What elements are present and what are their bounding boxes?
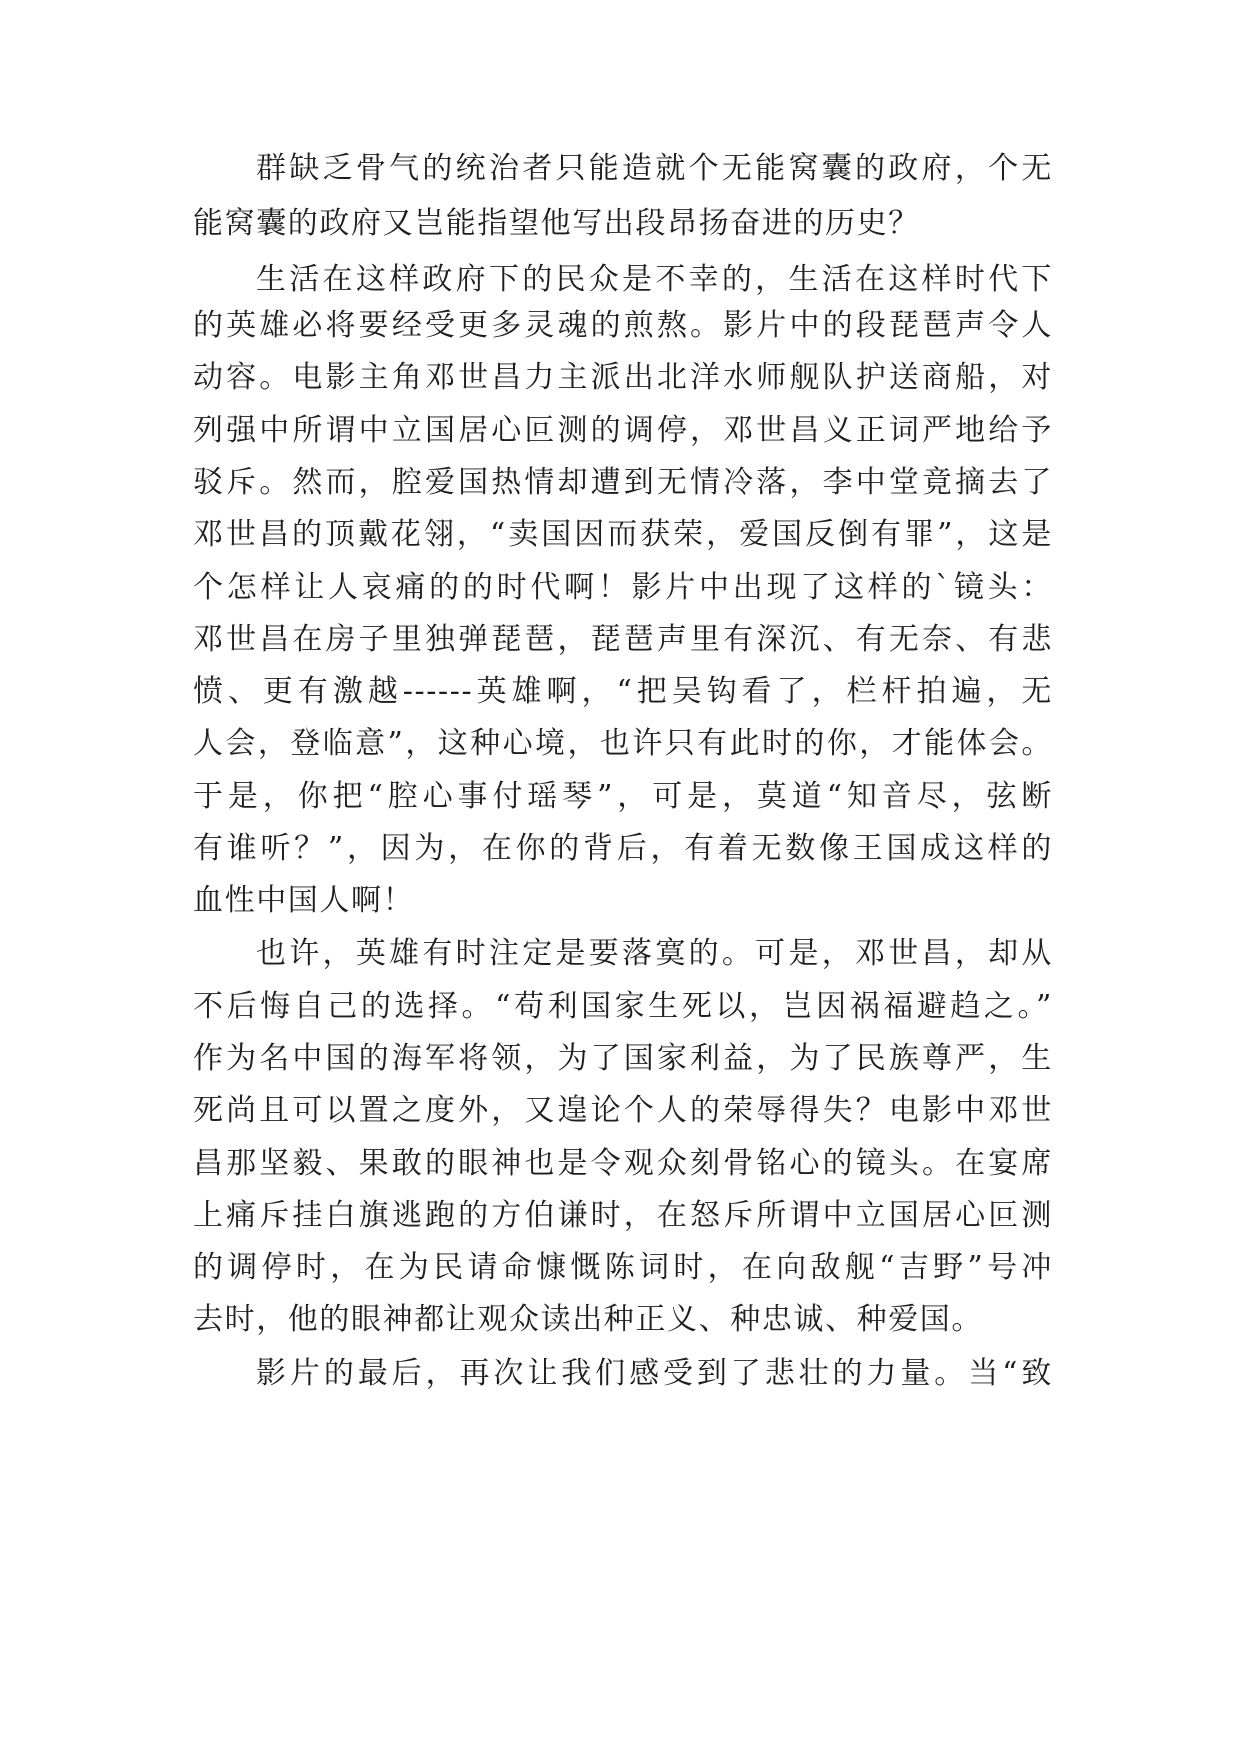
text-line: 驳斥。然而，腔爱国热情却遭到无情冷落，李中堂竟摘去了: [193, 465, 1053, 500]
text-line: 邓世昌的顶戴花翎，“卖国因而获荣，爱国反倒有罪”，这是: [193, 517, 1053, 552]
text-line: 影片的最后，再次让我们感受到了悲壮的力量。当“致: [256, 1356, 1053, 1391]
text-line: 个怎样让人哀痛的的时代啊！影片中出现了这样的`镜头：: [193, 570, 1053, 605]
text-line: 死尚且可以置之度外，又遑论个人的荣辱得失？电影中邓世: [193, 1093, 1053, 1128]
text-line: 上痛斥挂白旗逃跑的方伯谦时，在怒斥所谓中立国居心叵测: [193, 1198, 1053, 1233]
text-line: 人会，登临意”，这种心境，也许只有此时的你，才能体会。: [193, 726, 1053, 761]
text-line: 昌那坚毅、果敢的眼神也是令观众刻骨铭心的镜头。在宴席: [193, 1146, 1053, 1181]
text-line: 的英雄必将要经受更多灵魂的煎熬。影片中的段琵琶声令人: [193, 308, 1053, 343]
text-line: 于是，你把“腔心事付瑶琴”，可是，莫道“知音尽，弦断: [193, 779, 1053, 814]
text-line: 能窝囊的政府又岂能指望他写出段昂扬奋进的历史？: [193, 206, 920, 241]
text-line: 血性中国人啊！: [193, 883, 415, 918]
text-line: 列强中所谓中立国居心叵测的调停，邓世昌义正词严地给予: [193, 413, 1053, 448]
text-line: 生活在这样政府下的民众是不幸的，生活在这样时代下: [256, 262, 1053, 297]
text-line: 动容。电影主角邓世昌力主派出北洋水师舰队护送商船，对: [193, 360, 1053, 395]
text-line: 的调停时，在为民请命慷慨陈词时，在向敌舰“吉野”号冲: [193, 1250, 1053, 1285]
text-line: 邓世昌在房子里独弹琵琶，琵琶声里有深沉、有无奈、有悲: [193, 622, 1053, 657]
text-line: 群缺乏骨气的统治者只能造就个无能窝囊的政府，个无: [256, 151, 1053, 186]
text-line: 愤、更有激越------英雄啊，“把吴钩看了，栏杆拍遍，无: [193, 674, 1053, 709]
text-line: 作为名中国的海军将领，为了国家利益，为了民族尊严，生: [193, 1041, 1053, 1076]
text-line: 也许，英雄有时注定是要落寞的。可是，邓世昌，却从: [256, 936, 1053, 971]
text-line: 有谁听？”，因为，在你的背后，有着无数像王国成这样的: [193, 831, 1053, 866]
text-line: 不后悔自己的选择。“苟利国家生死以，岂因祸福避趋之。”: [193, 989, 1053, 1024]
text-line: 去时，他的眼神都让观众读出种正义、种忠诚、种爱国。: [193, 1302, 983, 1337]
